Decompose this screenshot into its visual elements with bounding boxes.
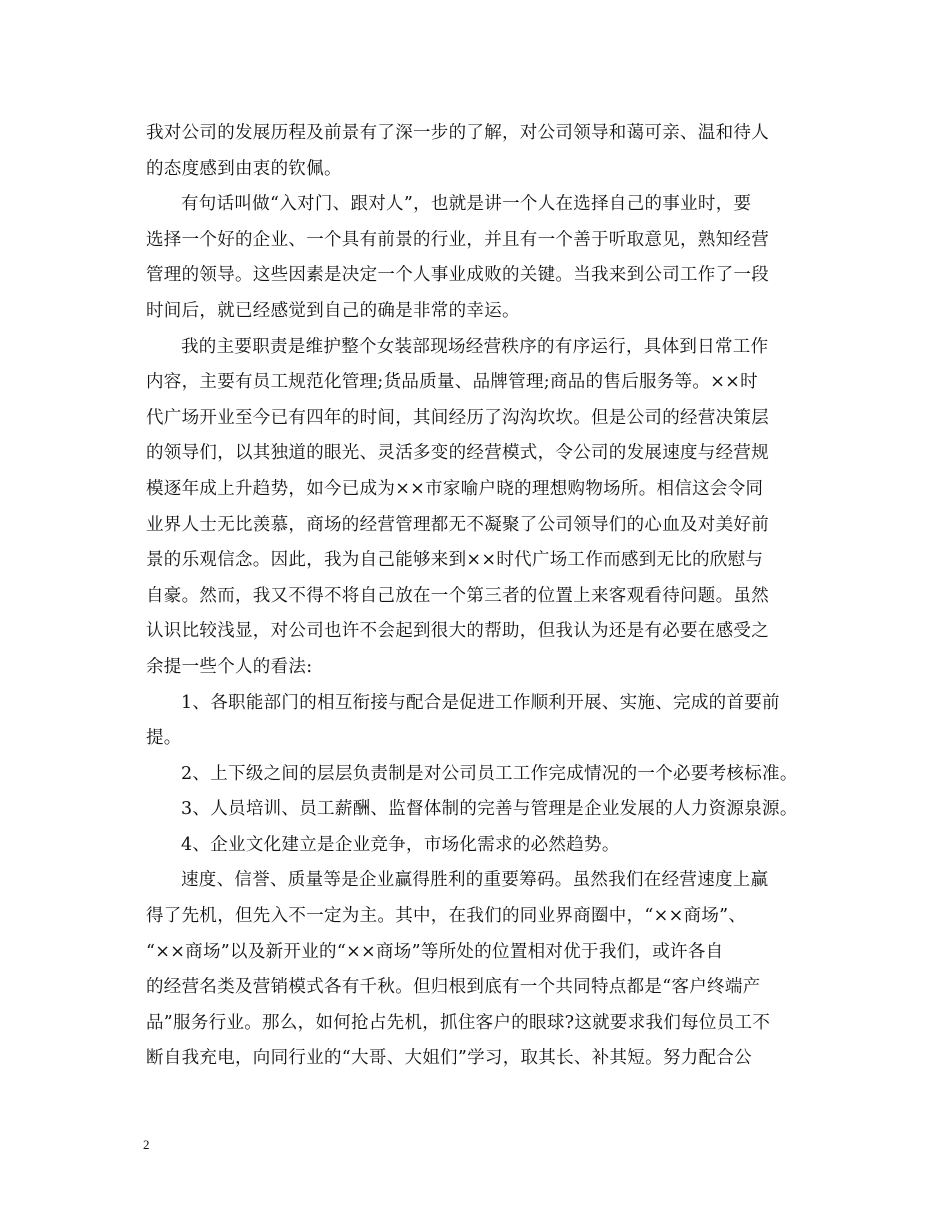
text-line: “××商场”以及新开业的“××商场”等所处的位置相对优于我们，或许各自 — [146, 941, 724, 962]
text-line: 得了先机，但先入不一定为主。其中，在我们的同业界商圈中，“××商场”、 — [146, 906, 747, 927]
text-line: 时间后，就已经感觉到自己的确是非常的幸运。 — [146, 300, 520, 321]
text-line: 内容，主要有员工规范化管理;货品质量、品牌管理;商品的售后服务等。××时 — [146, 372, 758, 393]
text-line: 的领导们，以其独道的眼光、灵活多变的经营模式，令公司的发展速度与经营规 — [146, 443, 769, 464]
text-line: 4、企业文化建立是企业竞争，市场化需求的必然趋势。 — [181, 834, 620, 855]
text-line: 品”服务行业。那么，如何抢占先机，抓住客户的眼球?这就要求我们每位员工不 — [146, 1012, 771, 1033]
text-line: 1、各职能部门的相互衔接与配合是促进工作顺利开展、实施、完成的首要前 — [181, 692, 780, 713]
text-line: 选择一个好的企业、一个具有前景的行业，并且有一个善于听取意见，熟知经营 — [146, 229, 769, 250]
text-line: 余提一些个人的看法: — [146, 656, 313, 677]
text-line: 管理的领导。这些因素是决定一个人事业成败的关键。当我来到公司工作了一段 — [146, 265, 769, 286]
text-line: 速度、信誉、质量等是企业赢得胜利的重要筹码。虽然我们在经营速度上赢 — [181, 870, 769, 891]
text-line: 认识比较浅显，对公司也许不会起到很大的帮助，但我认为还是有必要在感受之 — [146, 621, 769, 642]
text-line: 的态度感到由衷的钦佩。 — [146, 158, 342, 179]
document-body — [146, 116, 826, 1077]
text-line: 业界人士无比羡慕，商场的经营管理都无不凝聚了公司领导们的心血及对美好前 — [146, 514, 769, 535]
text-line: 我的主要职责是维护整个女装部现场经营秩序的有序运行，具体到日常工作 — [181, 336, 769, 357]
text-line: 我对公司的发展历程及前景有了深一步的了解，对公司领导和蔼可亲、温和待人 — [146, 123, 769, 143]
text-line: 有句话叫做“入对门、跟对人”，也就是讲一个人在选择自己的事业时，要 — [181, 194, 752, 215]
text-line: 模逐年成上升趋势，如今已成为××市家喻户晓的理想购物场所。相信这会令同 — [146, 478, 764, 499]
page-number: 2 — [143, 1137, 150, 1152]
text-line: 自豪。然而，我又不得不将自己放在一个第三者的位置上来客观看待问题。虽然 — [146, 585, 769, 606]
text-line: 代广场开业至今已有四年的时间，其间经历了沟沟坎坎。但是公司的经营决策层 — [146, 407, 769, 428]
text-line: 景的乐观信念。因此，我为自己能够来到××时代广场工作而感到无比的欣慰与 — [146, 550, 764, 571]
text-line: 的经营名类及营销模式各有千秋。但归根到底有一个共同特点都是“客户终端产 — [146, 977, 761, 998]
text-line: 2、上下级之间的层层负责制是对公司员工工作完成情况的一个必要考核标准。 — [181, 763, 798, 784]
text-line: 提。 — [146, 728, 182, 749]
text-line: 3、人员培训、员工薪酬、监督体制的完善与管理是企业发展的人力资源泉源。 — [181, 799, 798, 820]
text-line: 断自我充电，向同行业的“大哥、大姐们”学习，取其长、补其短。努力配合公 — [146, 1048, 752, 1069]
